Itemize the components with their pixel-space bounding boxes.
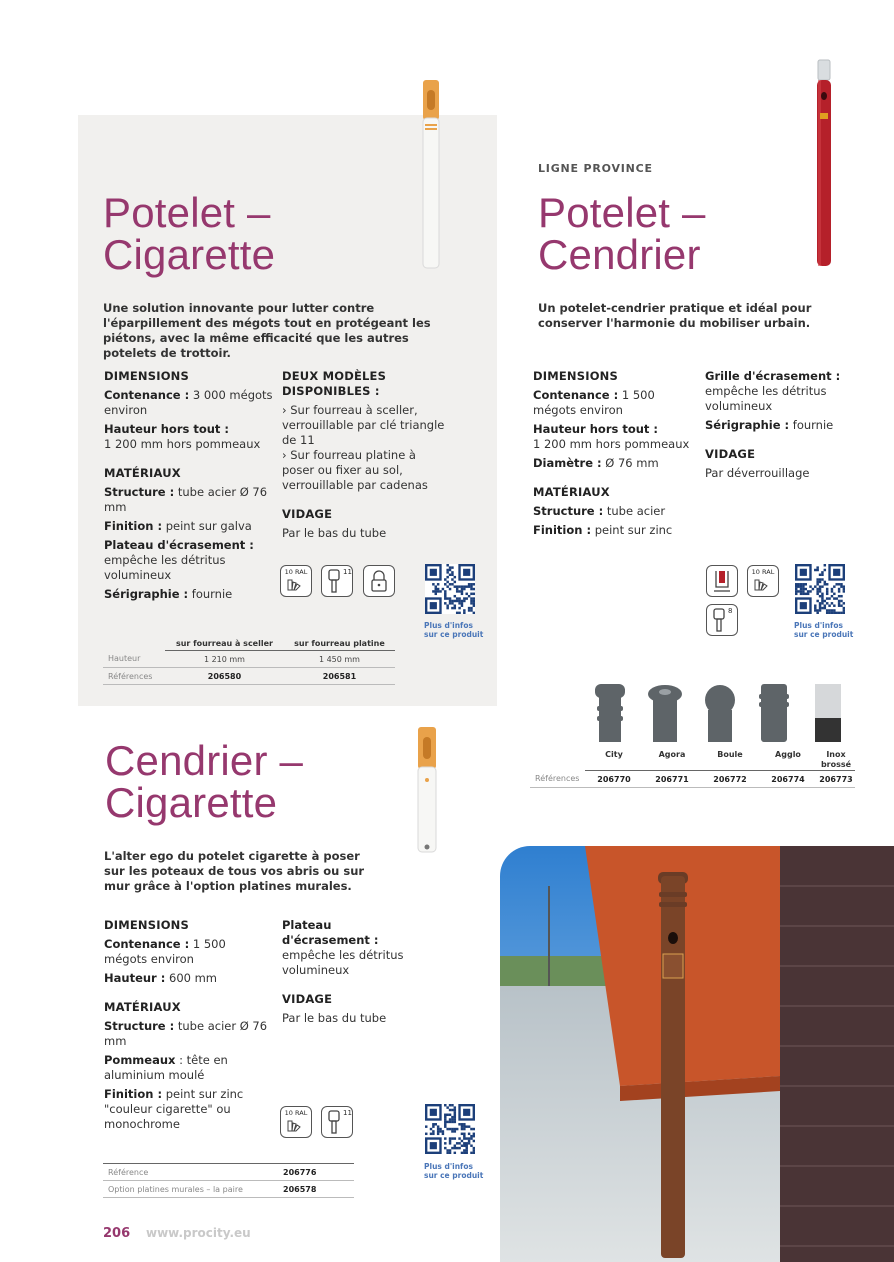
line: sur ce produit bbox=[794, 629, 854, 639]
qr-caption bbox=[424, 1163, 483, 1180]
empty-cell bbox=[530, 750, 585, 771]
value: : tête en aluminium moulé bbox=[104, 1053, 228, 1082]
value: peint sur zinc "couleur cigarette" ou monochrome bbox=[104, 1087, 244, 1131]
variants-table bbox=[530, 750, 855, 788]
key-size: 11 bbox=[343, 568, 352, 576]
finition bbox=[104, 519, 274, 534]
key-icon bbox=[321, 565, 353, 597]
diametre bbox=[533, 456, 698, 471]
contenance bbox=[533, 388, 698, 418]
dimensions-heading: DIMENSIONS bbox=[104, 918, 189, 932]
label: Finition : bbox=[104, 1087, 163, 1101]
plateau bbox=[104, 538, 274, 583]
grille bbox=[705, 369, 855, 414]
dimensions-heading: DIMENSIONS bbox=[533, 369, 618, 383]
value: 3 000 mégots environ bbox=[104, 388, 273, 417]
line: DISPONIBLES : bbox=[282, 384, 380, 398]
label: Sérigraphie : bbox=[705, 418, 790, 432]
section2-title bbox=[538, 189, 706, 278]
row-label: Références bbox=[103, 668, 165, 685]
hauteur bbox=[104, 422, 274, 452]
footer-url[interactable]: www.procity.eu bbox=[146, 1226, 251, 1240]
cell: 1 210 mm bbox=[165, 651, 284, 668]
line: Plus d'infos bbox=[794, 621, 843, 630]
cell: 206776 bbox=[283, 1164, 354, 1181]
label: Hauteur hors tout : bbox=[533, 422, 659, 436]
ral-label: 10 RAL bbox=[284, 568, 308, 576]
ral-label: 10 RAL bbox=[751, 568, 775, 576]
section3-intro: L'alter ego du potelet cigarette à poser sur les poteaux de tous vos abris ou sur mur grâce à l'option platines murales. bbox=[104, 849, 365, 893]
vidage-heading: VIDAGE bbox=[282, 507, 333, 521]
palette-icon bbox=[754, 579, 770, 591]
label: Structure : bbox=[104, 1019, 175, 1033]
finition bbox=[533, 523, 698, 538]
title-line: Cendrier – bbox=[105, 737, 304, 784]
variant-name: Agora bbox=[643, 750, 701, 771]
palette-icon bbox=[287, 1120, 303, 1132]
cell: 206770 bbox=[585, 771, 643, 788]
table-row bbox=[103, 668, 395, 685]
cell: 206581 bbox=[284, 668, 395, 685]
cell: 206774 bbox=[759, 771, 817, 788]
value: empêche les détritus volumineux bbox=[104, 553, 226, 582]
potelet-cigarette-image bbox=[418, 78, 444, 273]
label: Contenance : bbox=[533, 388, 619, 402]
section3-table bbox=[103, 1163, 354, 1198]
line: sur ce produit bbox=[424, 629, 484, 639]
serigraphie bbox=[104, 587, 274, 602]
label: Grille d'écrasement : bbox=[705, 369, 841, 383]
potelet-cendrier-image bbox=[812, 58, 836, 270]
vidage-heading: VIDAGE bbox=[282, 992, 333, 1006]
label: Finition : bbox=[104, 519, 163, 533]
ral-colors-icon bbox=[280, 565, 312, 597]
vidage-heading: VIDAGE bbox=[705, 447, 756, 461]
title-line: Potelet – bbox=[538, 189, 706, 236]
label: Pommeaux bbox=[104, 1053, 176, 1067]
value: 1 200 mm hors pommeaux bbox=[533, 437, 690, 451]
qr-caption bbox=[424, 622, 483, 639]
section2-kicker: LIGNE PROVINCE bbox=[538, 162, 653, 175]
plateau bbox=[282, 918, 412, 978]
key-size: 11 bbox=[343, 1109, 352, 1117]
label: Plateau d'écrasement : bbox=[104, 538, 254, 552]
street-photo bbox=[500, 846, 894, 1262]
line: Plus d'infos bbox=[424, 1162, 473, 1171]
vidage-value: Par déverrouillage bbox=[705, 466, 810, 480]
finition bbox=[104, 1087, 269, 1132]
key-size: 8 bbox=[728, 607, 733, 615]
section1-table bbox=[103, 636, 395, 685]
ral-colors-icon bbox=[280, 1106, 312, 1138]
key-icon bbox=[706, 604, 738, 636]
line: Plus d'infos bbox=[424, 621, 473, 630]
value: 600 mm bbox=[169, 971, 218, 985]
column-header: sur fourreau à sceller bbox=[165, 636, 284, 651]
bollard-variants-image bbox=[585, 680, 855, 742]
row-label: Référence bbox=[103, 1164, 283, 1181]
value: tube acier bbox=[606, 504, 666, 518]
section1-right-col bbox=[282, 369, 447, 541]
line: sur ce produit bbox=[424, 1170, 484, 1180]
page-number: 206 bbox=[103, 1226, 131, 1241]
section2-intro: Un potelet-cendrier pratique et idéal pour conserver l'harmonie du mobiliser urbain. bbox=[538, 301, 812, 330]
label: Structure : bbox=[533, 504, 604, 518]
value: empêche les détritus volumineux bbox=[282, 948, 404, 977]
section2-left-col bbox=[533, 369, 698, 538]
value: empêche les détritus volumineux bbox=[705, 384, 827, 413]
label: Hauteur hors tout : bbox=[104, 422, 230, 436]
empty-cell bbox=[103, 636, 165, 651]
table-row bbox=[103, 651, 395, 668]
lock-icon bbox=[364, 566, 394, 596]
cell: 206773 bbox=[817, 771, 855, 788]
title-line: Cigarette bbox=[105, 779, 278, 826]
table-row bbox=[103, 1164, 354, 1181]
contenance bbox=[104, 937, 269, 967]
label: Finition : bbox=[533, 523, 592, 537]
cell: 206578 bbox=[283, 1181, 354, 1198]
vidage-value: Par le bas du tube bbox=[282, 526, 387, 540]
value: peint sur zinc bbox=[594, 523, 673, 537]
cendrier-cigarette-image bbox=[415, 725, 441, 855]
label: Contenance : bbox=[104, 388, 190, 402]
qr-code-icon[interactable] bbox=[425, 1104, 475, 1154]
grille-icon bbox=[706, 565, 738, 597]
value: 1 500 mégots environ bbox=[104, 937, 226, 966]
cell: 206580 bbox=[165, 668, 284, 685]
bollard-cup-icon bbox=[707, 566, 737, 596]
variant-name: City bbox=[585, 750, 643, 771]
label: Sérigraphie : bbox=[104, 587, 189, 601]
materiaux-heading: MATÉRIAUX bbox=[104, 466, 181, 480]
section3-left-col bbox=[104, 918, 269, 1132]
table-row bbox=[103, 1181, 354, 1198]
label: Structure : bbox=[104, 485, 175, 499]
section1-intro: Une solution innovante pour lutter contre l'éparpillement des mégots tout en protégeant les piétons, avec la même efficacité que les autres potelets de trottoir. bbox=[103, 301, 431, 360]
structure bbox=[104, 1019, 269, 1049]
value: tube acier Ø 76 mm bbox=[104, 485, 268, 514]
section3-title bbox=[105, 737, 304, 826]
label: Hauteur : bbox=[104, 971, 166, 985]
padlock-icon bbox=[363, 565, 395, 597]
title-line: Cigarette bbox=[103, 231, 276, 278]
ral-label: 10 RAL bbox=[284, 1109, 308, 1117]
section1-title bbox=[103, 189, 276, 278]
value: 1 500 mégots environ bbox=[533, 388, 655, 417]
value: tube acier Ø 76 mm bbox=[104, 1019, 268, 1048]
row-label: Références bbox=[530, 771, 585, 788]
ral-colors-icon bbox=[747, 565, 779, 597]
label: Diamètre : bbox=[533, 456, 602, 470]
variant-name: Inox brossé bbox=[817, 750, 855, 771]
section1-left-col bbox=[104, 369, 274, 602]
triangle-key-icon bbox=[707, 605, 737, 635]
section3-right-col bbox=[282, 918, 412, 1026]
palette-icon bbox=[287, 579, 303, 591]
label: Plateau d'écrasement : bbox=[282, 918, 379, 947]
model-item: › Sur fourreau à sceller, verrouillable par clé triangle de 11 bbox=[282, 403, 445, 447]
vidage-value: Par le bas du tube bbox=[282, 1011, 387, 1025]
hauteur bbox=[533, 422, 698, 452]
variant-name: Agglo bbox=[759, 750, 817, 771]
qr-caption bbox=[794, 622, 853, 639]
cell: 1 450 mm bbox=[284, 651, 395, 668]
model-item: › Sur fourreau platine à poser ou fixer au sol, verrouillable par cadenas bbox=[282, 448, 428, 492]
cell: 206771 bbox=[643, 771, 701, 788]
table-header bbox=[103, 636, 395, 651]
hauteur bbox=[104, 971, 269, 986]
pommeaux bbox=[104, 1053, 269, 1083]
structure bbox=[533, 504, 698, 519]
title-line: Potelet – bbox=[103, 189, 271, 236]
line: DEUX MODÈLES bbox=[282, 369, 387, 383]
materiaux-heading: MATÉRIAUX bbox=[104, 1000, 181, 1014]
models-heading bbox=[282, 369, 447, 399]
value: 1 200 mm hors pommeaux bbox=[104, 437, 261, 451]
table-header bbox=[530, 750, 855, 771]
row-label: Option platines murales – la paire bbox=[103, 1181, 283, 1198]
value: Ø 76 mm bbox=[605, 456, 659, 470]
table-row bbox=[530, 771, 855, 788]
qr-code-icon[interactable] bbox=[425, 564, 475, 614]
cell: 206772 bbox=[701, 771, 759, 788]
key-icon bbox=[321, 1106, 353, 1138]
row-label: Hauteur bbox=[103, 651, 165, 668]
column-header: sur fourreau platine bbox=[284, 636, 395, 651]
variant-name: Boule bbox=[701, 750, 759, 771]
dimensions-heading: DIMENSIONS bbox=[104, 369, 189, 383]
value: fournie bbox=[191, 587, 233, 601]
structure bbox=[104, 485, 274, 515]
materiaux-heading: MATÉRIAUX bbox=[533, 485, 610, 499]
title-line: Cendrier bbox=[538, 231, 701, 278]
serigraphie bbox=[705, 418, 855, 433]
qr-code-icon[interactable] bbox=[795, 564, 845, 614]
contenance bbox=[104, 388, 274, 418]
value: fournie bbox=[792, 418, 834, 432]
label: Contenance : bbox=[104, 937, 190, 951]
value: peint sur galva bbox=[165, 519, 252, 533]
section2-right-col bbox=[705, 369, 855, 481]
